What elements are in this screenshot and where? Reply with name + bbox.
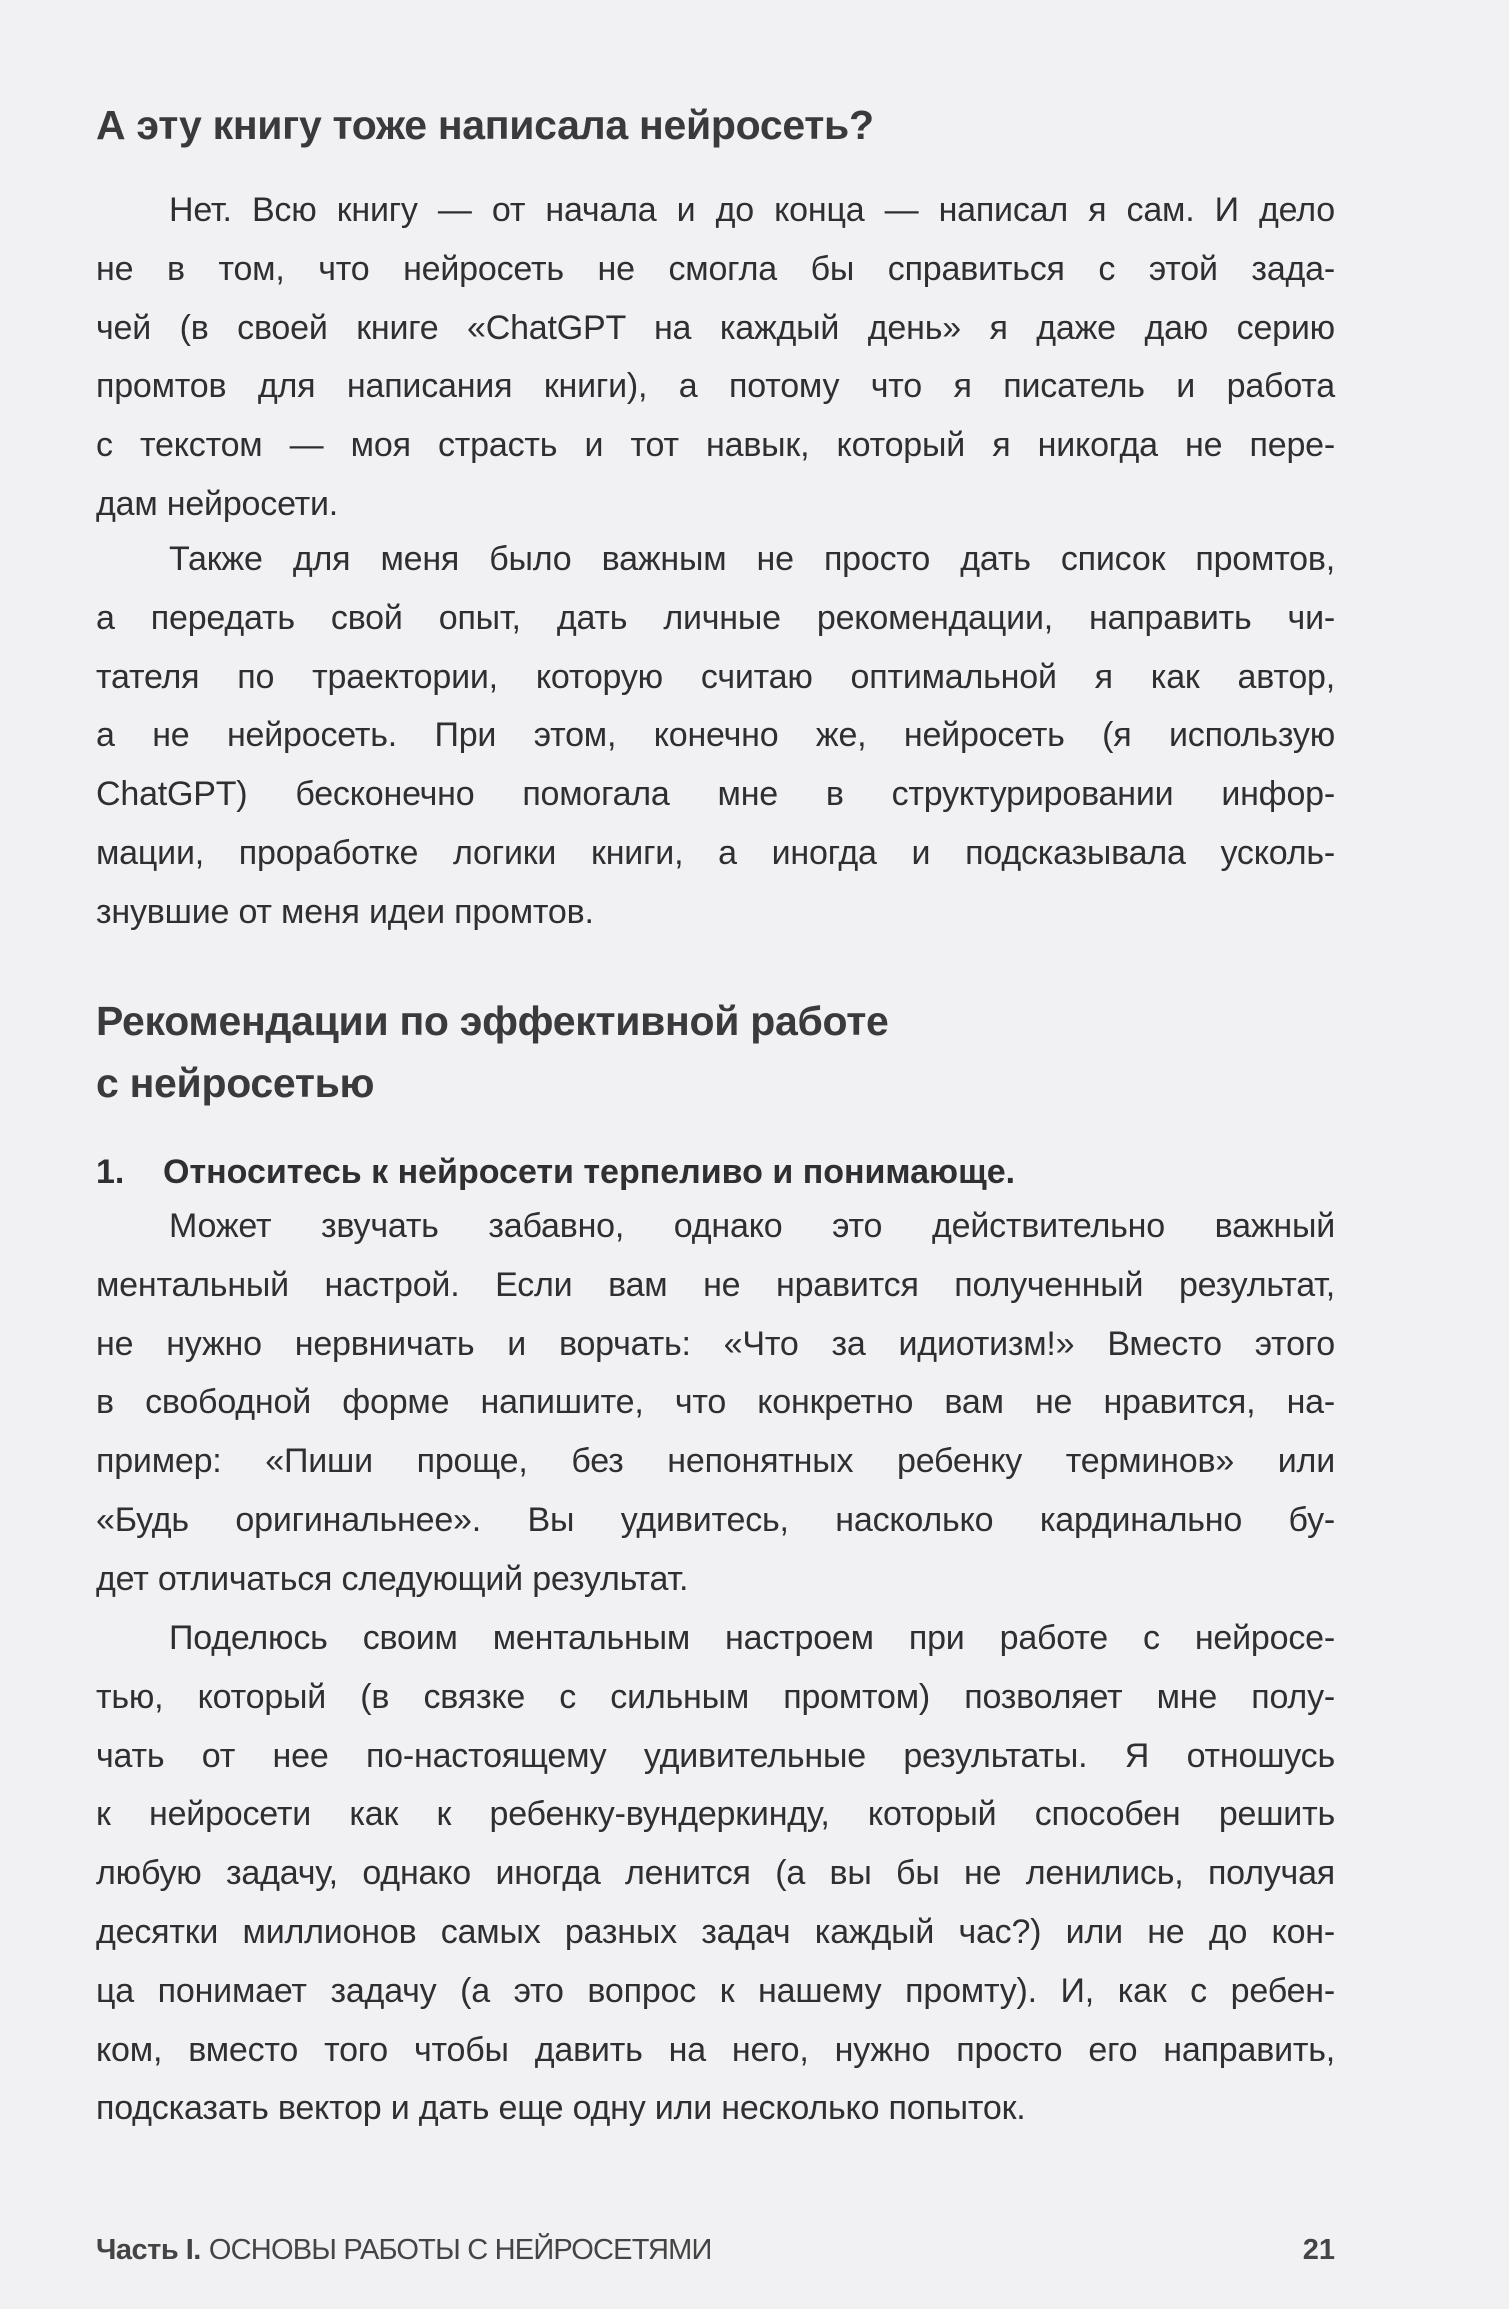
text-line: с текстом — моя страсть и тот навык, который я никогда не пере-	[96, 426, 1335, 465]
section-heading	[96, 990, 1335, 1114]
list-number: 1.	[96, 1153, 125, 1191]
text-line: к нейросети как к ребенку-вундеркинду, который способен решить	[96, 1795, 1335, 1834]
text-line: ментальный настрой. Если вам не нравится полученный результат,	[96, 1265, 1335, 1304]
text-line: чать от нее по-настоящему удивительные результаты. Я отношусь	[96, 1736, 1335, 1775]
text-line: а не нейросеть. При этом, конечно же, нейросеть (я использую	[96, 716, 1335, 755]
text-line: «Будь оригинальнее». Вы удивитесь, насколько кардинально бу-	[96, 1500, 1335, 1539]
paragraph	[96, 181, 1335, 534]
text-line: Также для меня было важным не просто дать список промтов,	[169, 540, 1335, 578]
paragraph	[96, 1609, 1335, 2138]
text-line: ца понимает задачу (а это вопрос к нашему промту). И, как с ребен-	[96, 1971, 1335, 2010]
text-line: дет отличаться следующий результат.	[96, 1559, 689, 1598]
text-line: не в том, что нейросеть не смогла бы справиться с этой зада-	[96, 249, 1335, 288]
text-line: ком, вместо того чтобы давить на него, нужно просто его направить,	[96, 2030, 1335, 2069]
text-line: ChatGPT) бесконечно помогала мне в структурировании инфор-	[96, 775, 1335, 814]
footer-part: Часть I.	[96, 2234, 201, 2266]
page-footer	[96, 2228, 1335, 2272]
text-line: тью, который (в связке с сильным промтом) позволяет мне полу-	[96, 1677, 1335, 1716]
paragraph	[96, 530, 1335, 942]
paragraph	[96, 1197, 1335, 1609]
heading-line: Рекомендации по эффективной работе	[96, 998, 889, 1044]
text-line: чей (в своей книге «ChatGPT на каждый день» я даже даю серию	[96, 308, 1335, 347]
text-line: Может звучать забавно, однако это действительно важный	[169, 1207, 1335, 1245]
text-line: знувшие от меня идеи промтов.	[96, 892, 594, 931]
text-line: а передать свой опыт, дать личные рекомендации, направить чи-	[96, 598, 1335, 637]
footer-section-title: ОСНОВЫ РАБОТЫ С НЕЙРОСЕТЯМИ	[208, 2234, 712, 2266]
text-line: в свободной форме напишите, что конкретно вам не нравится, на-	[96, 1383, 1335, 1422]
text-line: тателя по траектории, которую считаю оптимальной я как автор,	[96, 657, 1335, 696]
text-line: дам нейросети.	[96, 484, 339, 523]
heading-line: с нейросетью	[96, 1060, 375, 1106]
text-line: не нужно нервничать и ворчать: «Что за идиотизм!» Вместо этого	[96, 1324, 1335, 1363]
text-line: десятки миллионов самых разных задач каждый час?) или не до кон-	[96, 1912, 1335, 1951]
section-heading: А эту книгу тоже написала нейросеть?	[96, 102, 874, 148]
text-line: пример: «Пиши проще, без непонятных ребенку терминов» или	[96, 1442, 1335, 1481]
text-line: мации, проработке логики книги, а иногда и подсказывала усколь-	[96, 833, 1335, 872]
text-line: подсказать вектор и дать еще одну или несколько попыток.	[96, 2089, 1026, 2128]
text-line: любую задачу, однако иногда ленится (а вы бы не ленились, получая	[96, 1854, 1335, 1893]
text-line: Нет. Всю книгу — от начала и до конца — написал я сам. И дело	[169, 191, 1335, 229]
page-number: 21	[1302, 2234, 1335, 2266]
text-line: Поделюсь своим ментальным настроем при работе с нейросе-	[169, 1619, 1335, 1657]
list-item-title: Относитесь к нейросети терпеливо и понимающе.	[163, 1153, 1016, 1191]
text-line: промтов для написания книги), а потому что я писатель и работа	[96, 367, 1335, 406]
